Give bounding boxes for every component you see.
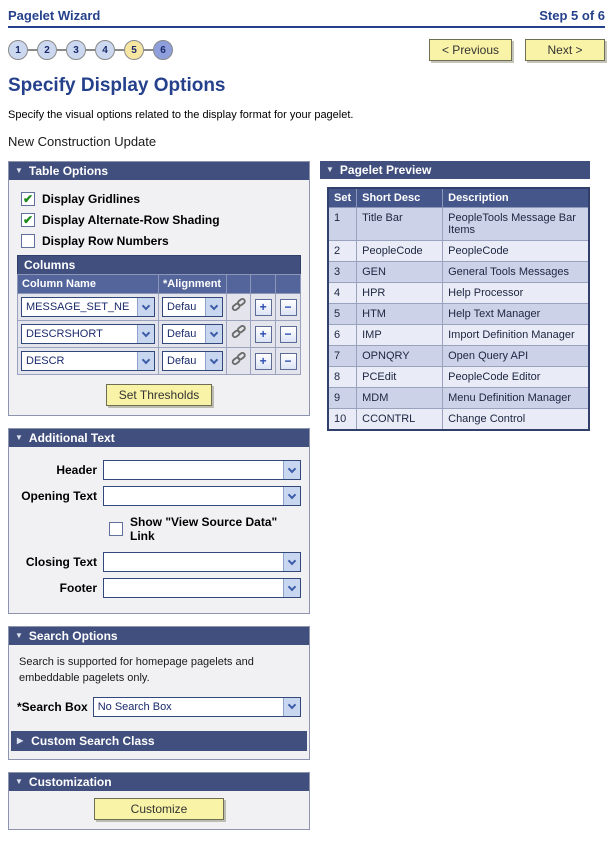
section-title: Search Options <box>28 629 118 643</box>
collapse-triangle-icon: ▼ <box>15 631 23 640</box>
table-options-section <box>8 161 310 416</box>
subsection-title: Custom Search Class <box>31 733 155 748</box>
dropdown-arrow-icon[interactable] <box>137 298 154 316</box>
display-alt-row-shading-checkbox[interactable]: ✔ <box>22 213 34 227</box>
preview-row: 8 PCEdit PeopleCode Editor <box>328 367 589 388</box>
step-circle-3[interactable]: 3 <box>66 40 86 60</box>
dropdown-arrow-icon[interactable] <box>283 553 300 571</box>
display-alt-row-shading-row <box>21 213 301 227</box>
closing-text-select[interactable] <box>103 552 301 572</box>
search-box-label: *Search Box <box>17 699 88 714</box>
search-box-row <box>17 697 301 717</box>
wizard-header <box>8 8 605 28</box>
search-support-note: Search is supported for homepage pagelets and embeddable pagelets only. <box>19 656 254 684</box>
step-circle-4[interactable]: 4 <box>95 40 115 60</box>
collapse-triangle-icon: ▼ <box>15 433 23 442</box>
opening-text-field-row <box>17 486 301 506</box>
table-options-header[interactable] <box>9 162 309 180</box>
step-connector <box>57 49 66 51</box>
wizard-step-track <box>8 40 173 60</box>
next-button[interactable]: Next > <box>525 39 605 61</box>
pagelet-preview-header[interactable] <box>320 161 590 179</box>
empty-header <box>227 275 251 294</box>
empty-header <box>251 275 276 294</box>
dropdown-arrow-icon[interactable] <box>137 352 154 370</box>
preview-header-shortdesc: Short Desc <box>357 188 443 208</box>
alignment-header: *Alignment <box>159 275 227 294</box>
column-row <box>18 294 301 321</box>
header-select[interactable] <box>103 460 301 480</box>
dropdown-arrow-icon[interactable] <box>205 352 222 370</box>
pagelet-preview-table <box>327 187 590 431</box>
columns-grid-title: Columns <box>17 255 301 274</box>
search-box-select[interactable]: No Search Box <box>93 697 301 717</box>
header-field-label: Header <box>56 463 97 477</box>
view-source-data-row <box>109 515 301 543</box>
closing-text-label: Closing Text <box>25 555 97 569</box>
dropdown-arrow-icon[interactable] <box>205 325 222 343</box>
step-circle-6[interactable]: 6 <box>153 40 173 60</box>
opening-text-select[interactable] <box>103 486 301 506</box>
app-title: Pagelet Wizard <box>8 8 101 23</box>
step-connector <box>115 49 124 51</box>
column-name-select[interactable]: DESCRSHORT <box>21 324 155 344</box>
wizard-nav-buttons <box>429 39 605 61</box>
preview-row: 6 IMP Import Definition Manager <box>328 325 589 346</box>
dropdown-arrow-icon[interactable] <box>283 698 300 716</box>
step-circle-2[interactable]: 2 <box>37 40 57 60</box>
empty-header <box>276 275 301 294</box>
preview-row: 9 MDM Menu Definition Manager <box>328 388 589 409</box>
custom-search-class-header[interactable] <box>11 731 307 751</box>
remove-row-button[interactable]: − <box>280 353 297 370</box>
preview-header-description: Description <box>443 188 589 208</box>
preview-row: 2 PeopleCode PeopleCode <box>328 241 589 262</box>
steps-nav-row <box>8 37 605 63</box>
opening-text-label: Opening Text <box>21 489 97 503</box>
display-row-numbers-row <box>21 234 301 248</box>
additional-text-header[interactable] <box>9 429 309 447</box>
preview-header-set: Set <box>328 188 357 208</box>
drilldown-link-icon[interactable] <box>227 294 251 321</box>
previous-button[interactable]: < Previous <box>429 39 512 61</box>
customization-section <box>8 772 310 830</box>
add-row-button[interactable]: + <box>255 326 272 343</box>
dropdown-arrow-icon[interactable] <box>205 298 222 316</box>
preview-row: 3 GEN General Tools Messages <box>328 262 589 283</box>
collapse-triangle-icon: ▼ <box>15 776 23 786</box>
collapse-triangle-icon: ▼ <box>15 166 23 175</box>
preview-row: 5 HTM Help Text Manager <box>328 304 589 325</box>
customization-header[interactable] <box>9 773 309 791</box>
section-title: Additional Text <box>28 431 115 445</box>
customize-button[interactable]: Customize <box>94 798 224 820</box>
collapse-triangle-icon: ▼ <box>326 165 334 174</box>
footer-field-row <box>17 578 301 598</box>
additional-text-section <box>8 428 310 614</box>
preview-row: 7 OPNQRY Open Query API <box>328 346 589 367</box>
footer-field-label: Footer <box>59 581 97 595</box>
page-description: Specify the visual options related to the display format for your pagelet. <box>8 109 354 121</box>
alignment-select[interactable]: Defau <box>162 297 223 317</box>
alignment-select[interactable]: Defau <box>162 351 223 371</box>
dropdown-arrow-icon[interactable] <box>137 325 154 343</box>
section-title: Table Options <box>28 164 109 178</box>
columns-grid <box>17 274 301 375</box>
step-circle-1[interactable]: 1 <box>8 40 28 60</box>
search-options-header[interactable] <box>9 627 309 645</box>
column-row <box>18 321 301 348</box>
section-title: Customization <box>28 774 112 789</box>
remove-row-button[interactable]: − <box>280 299 297 316</box>
display-gridlines-checkbox[interactable]: ✔ <box>22 192 34 206</box>
add-row-button[interactable]: + <box>255 353 272 370</box>
preview-row: 1 Title Bar PeopleTools Message Bar Items <box>328 208 589 241</box>
column-row <box>18 348 301 375</box>
set-thresholds-button[interactable]: Set Thresholds <box>106 384 213 406</box>
dropdown-arrow-icon[interactable] <box>283 487 300 505</box>
page-title: Specify Display Options <box>8 75 226 96</box>
remove-row-button[interactable]: − <box>280 326 297 343</box>
pagelet-preview-section <box>320 161 590 431</box>
expand-triangle-icon: ▶ <box>17 736 24 746</box>
closing-text-field-row <box>17 552 301 572</box>
display-row-numbers-checkbox[interactable] <box>21 234 35 248</box>
dropdown-arrow-icon[interactable] <box>283 579 300 597</box>
add-row-button[interactable]: + <box>255 299 272 316</box>
view-source-data-checkbox[interactable] <box>109 522 123 536</box>
header-field-row <box>17 460 301 480</box>
search-options-section <box>8 626 310 760</box>
step-circle-5-current[interactable]: 5 <box>124 40 144 60</box>
checkbox-label: Display Alternate-Row Shading <box>42 213 220 227</box>
step-connector <box>28 49 37 51</box>
column-name-select[interactable]: MESSAGE_SET_NE <box>21 297 155 317</box>
step-connector <box>86 49 95 51</box>
footer-select[interactable] <box>103 578 301 598</box>
checkbox-label: Display Gridlines <box>42 192 141 206</box>
alignment-select[interactable]: Defau <box>162 324 223 344</box>
column-name-header: Column Name <box>18 275 159 294</box>
step-connector <box>144 49 153 51</box>
display-gridlines-row <box>21 192 301 206</box>
column-name-select[interactable]: DESCR <box>21 351 155 371</box>
checkbox-label: Show "View Source Data" Link <box>130 515 278 543</box>
drilldown-link-icon[interactable] <box>227 348 251 375</box>
preview-row: 4 HPR Help Processor <box>328 283 589 304</box>
pagelet-name: New Construction Update <box>8 134 157 149</box>
dropdown-arrow-icon[interactable] <box>283 461 300 479</box>
step-indicator: Step 5 of 6 <box>539 8 605 23</box>
preview-row: 10 CCONTRL Change Control <box>328 409 589 431</box>
section-title: Pagelet Preview <box>339 163 432 177</box>
checkbox-label: Display Row Numbers <box>42 234 169 248</box>
drilldown-link-icon[interactable] <box>227 321 251 348</box>
